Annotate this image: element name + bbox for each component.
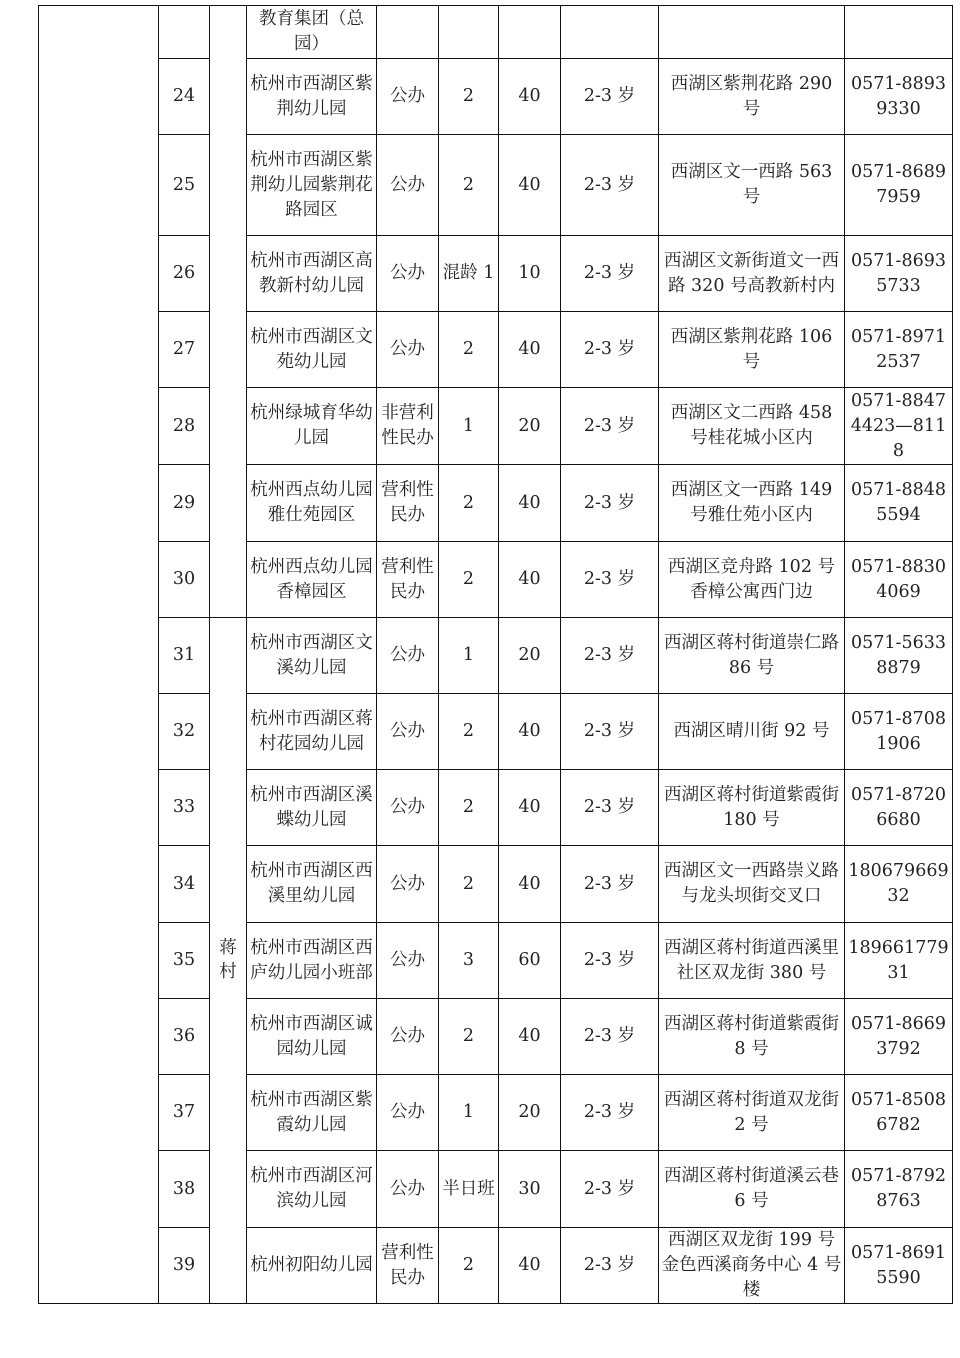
phone-cell: 18067966932 (845, 846, 953, 923)
address-cell: 西湖区文新街道文一西路 320 号高教新村内 (659, 236, 845, 312)
seats-cell: 60 (499, 923, 561, 999)
name-cell: 杭州市西湖区文苑幼儿园 (247, 312, 377, 388)
classes-cell: 2 (439, 999, 499, 1075)
phone-cell: 0571-89712537 (845, 312, 953, 388)
table-body (39, 6, 953, 1304)
classes-cell: 1 (439, 388, 499, 465)
phone-cell: 0571-88485594 (845, 465, 953, 542)
table-row (39, 59, 953, 135)
address-cell (659, 6, 845, 59)
age-cell: 2-3 岁 (561, 1075, 659, 1151)
age-cell: 2-3 岁 (561, 770, 659, 846)
no-cell: 39 (159, 1228, 210, 1304)
phone-cell: 0571-56338879 (845, 618, 953, 694)
no-cell: 32 (159, 694, 210, 770)
phone-cell: 0571-87928763 (845, 1151, 953, 1228)
name-cell: 杭州初阳幼儿园 (247, 1228, 377, 1304)
table-row (39, 1228, 953, 1304)
seats-cell: 40 (499, 135, 561, 236)
classes-cell: 2 (439, 846, 499, 923)
type-cell: 公办 (377, 1075, 439, 1151)
table-row (39, 618, 953, 694)
no-cell: 25 (159, 135, 210, 236)
classes-cell: 2 (439, 1228, 499, 1304)
seats-cell: 40 (499, 465, 561, 542)
type-cell: 公办 (377, 694, 439, 770)
phone-cell: 0571-86935733 (845, 236, 953, 312)
address-cell: 西湖区双龙街 199 号金色西溪商务中心 4 号楼 (659, 1228, 845, 1304)
age-cell: 2-3 岁 (561, 388, 659, 465)
table-row (39, 846, 953, 923)
seats-cell: 40 (499, 694, 561, 770)
table-row (39, 1075, 953, 1151)
name-cell: 杭州市西湖区蒋村花园幼儿园 (247, 694, 377, 770)
age-cell: 2-3 岁 (561, 846, 659, 923)
age-cell: 2-3 岁 (561, 465, 659, 542)
classes-cell: 3 (439, 923, 499, 999)
type-cell: 营利性民办 (377, 1228, 439, 1304)
classes-cell: 1 (439, 618, 499, 694)
type-cell: 营利性民办 (377, 465, 439, 542)
seats-cell: 20 (499, 618, 561, 694)
name-cell: 杭州市西湖区高教新村幼儿园 (247, 236, 377, 312)
no-cell: 26 (159, 236, 210, 312)
phone-cell: 18966177931 (845, 923, 953, 999)
name-cell: 杭州市西湖区西庐幼儿园小班部 (247, 923, 377, 999)
table-row (39, 999, 953, 1075)
name-cell: 教育集团（总园） (247, 6, 377, 59)
type-cell: 营利性民办 (377, 542, 439, 618)
name-cell: 杭州市西湖区诚园幼儿园 (247, 999, 377, 1075)
age-cell: 2-3 岁 (561, 135, 659, 236)
name-cell: 杭州市西湖区西溪里幼儿园 (247, 846, 377, 923)
type-cell: 公办 (377, 618, 439, 694)
name-cell: 杭州市西湖区文溪幼儿园 (247, 618, 377, 694)
type-cell: 公办 (377, 846, 439, 923)
seats-cell: 40 (499, 1228, 561, 1304)
table-row (39, 542, 953, 618)
no-cell: 34 (159, 846, 210, 923)
age-cell: 2-3 岁 (561, 236, 659, 312)
type-cell: 公办 (377, 999, 439, 1075)
address-cell: 西湖区蒋村街道紫霞街 180 号 (659, 770, 845, 846)
phone-cell: 0571-88939330 (845, 59, 953, 135)
seats-cell: 20 (499, 388, 561, 465)
type-cell: 公办 (377, 59, 439, 135)
name-cell: 杭州西点幼儿园雅仕苑园区 (247, 465, 377, 542)
seats-cell (499, 6, 561, 59)
table-row (39, 923, 953, 999)
table-row (39, 312, 953, 388)
age-cell: 2-3 岁 (561, 694, 659, 770)
table-row (39, 388, 953, 465)
no-cell: 31 (159, 618, 210, 694)
address-cell: 西湖区文一西路崇义路与龙头坝街交叉口 (659, 846, 845, 923)
table-row (39, 135, 953, 236)
address-cell: 西湖区晴川街 92 号 (659, 694, 845, 770)
classes-cell: 混龄 1 (439, 236, 499, 312)
address-cell: 西湖区紫荆花路 290 号 (659, 59, 845, 135)
type-cell: 公办 (377, 1151, 439, 1228)
no-cell: 30 (159, 542, 210, 618)
no-cell: 24 (159, 59, 210, 135)
no-cell: 35 (159, 923, 210, 999)
seats-cell: 40 (499, 770, 561, 846)
name-cell: 杭州西点幼儿园香樟园区 (247, 542, 377, 618)
address-cell: 西湖区蒋村街道崇仁路 86 号 (659, 618, 845, 694)
name-cell: 杭州绿城育华幼儿园 (247, 388, 377, 465)
type-cell (377, 6, 439, 59)
name-cell: 杭州市西湖区紫荆幼儿园 (247, 59, 377, 135)
no-cell: 28 (159, 388, 210, 465)
classes-cell: 2 (439, 59, 499, 135)
address-cell: 西湖区竞舟路 102 号香樟公寓西门边 (659, 542, 845, 618)
table-row (39, 694, 953, 770)
phone-cell: 0571-87206680 (845, 770, 953, 846)
address-cell: 西湖区文一西路 563 号 (659, 135, 845, 236)
phone-cell: 0571-88304069 (845, 542, 953, 618)
no-cell: 38 (159, 1151, 210, 1228)
classes-cell: 2 (439, 694, 499, 770)
age-cell: 2-3 岁 (561, 618, 659, 694)
type-cell: 公办 (377, 923, 439, 999)
type-cell: 公办 (377, 236, 439, 312)
type-cell: 公办 (377, 312, 439, 388)
address-cell: 西湖区紫荆花路 106 号 (659, 312, 845, 388)
age-cell (561, 6, 659, 59)
phone-cell: 0571-86693792 (845, 999, 953, 1075)
seats-cell: 40 (499, 846, 561, 923)
address-cell: 西湖区蒋村街道双龙街 2 号 (659, 1075, 845, 1151)
address-cell: 西湖区蒋村街道溪云巷 6 号 (659, 1151, 845, 1228)
type-cell: 公办 (377, 770, 439, 846)
age-cell: 2-3 岁 (561, 1151, 659, 1228)
phone-cell: 0571-85086782 (845, 1075, 953, 1151)
classes-cell: 2 (439, 542, 499, 618)
classes-cell: 2 (439, 465, 499, 542)
phone-cell: 0571-88474423—8118 (845, 388, 953, 465)
address-cell: 西湖区蒋村街道西溪里社区双龙街 380 号 (659, 923, 845, 999)
phone-cell: 0571-86897959 (845, 135, 953, 236)
address-cell: 西湖区蒋村街道紫霞街 8 号 (659, 999, 845, 1075)
classes-cell: 半日班 (439, 1151, 499, 1228)
seats-cell: 20 (499, 1075, 561, 1151)
table-row (39, 236, 953, 312)
no-cell (159, 6, 210, 59)
district-cell (39, 6, 159, 1304)
age-cell: 2-3 岁 (561, 1228, 659, 1304)
classes-cell: 1 (439, 1075, 499, 1151)
type-cell: 非营利性民办 (377, 388, 439, 465)
name-cell: 杭州市西湖区紫荆幼儿园紫荆花路园区 (247, 135, 377, 236)
seats-cell: 40 (499, 59, 561, 135)
classes-cell: 2 (439, 135, 499, 236)
table-row (39, 465, 953, 542)
seats-cell: 40 (499, 312, 561, 388)
address-cell: 西湖区文二西路 458 号桂花城小区内 (659, 388, 845, 465)
seats-cell: 30 (499, 1151, 561, 1228)
age-cell: 2-3 岁 (561, 59, 659, 135)
no-cell: 37 (159, 1075, 210, 1151)
seats-cell: 40 (499, 542, 561, 618)
name-cell: 杭州市西湖区溪蝶幼儿园 (247, 770, 377, 846)
address-cell: 西湖区文一西路 149 号雅仕苑小区内 (659, 465, 845, 542)
no-cell: 33 (159, 770, 210, 846)
seats-cell: 40 (499, 999, 561, 1075)
street-cell-upper (210, 6, 247, 618)
name-cell: 杭州市西湖区紫霞幼儿园 (247, 1075, 377, 1151)
no-cell: 36 (159, 999, 210, 1075)
classes-cell: 2 (439, 770, 499, 846)
no-cell: 27 (159, 312, 210, 388)
age-cell: 2-3 岁 (561, 542, 659, 618)
age-cell: 2-3 岁 (561, 312, 659, 388)
table-row (39, 770, 953, 846)
table-row (39, 1151, 953, 1228)
classes-cell (439, 6, 499, 59)
type-cell: 公办 (377, 135, 439, 236)
phone-cell: 0571-86915590 (845, 1228, 953, 1304)
phone-cell (845, 6, 953, 59)
street-name: 蒋村 (219, 938, 237, 982)
table-row-partial (39, 6, 953, 59)
street-cell-jiangcun (210, 618, 247, 1304)
kindergarten-table (38, 5, 953, 1304)
phone-cell: 0571-87081906 (845, 694, 953, 770)
no-cell: 29 (159, 465, 210, 542)
classes-cell: 2 (439, 312, 499, 388)
seats-cell: 10 (499, 236, 561, 312)
age-cell: 2-3 岁 (561, 999, 659, 1075)
age-cell: 2-3 岁 (561, 923, 659, 999)
name-cell: 杭州市西湖区河滨幼儿园 (247, 1151, 377, 1228)
